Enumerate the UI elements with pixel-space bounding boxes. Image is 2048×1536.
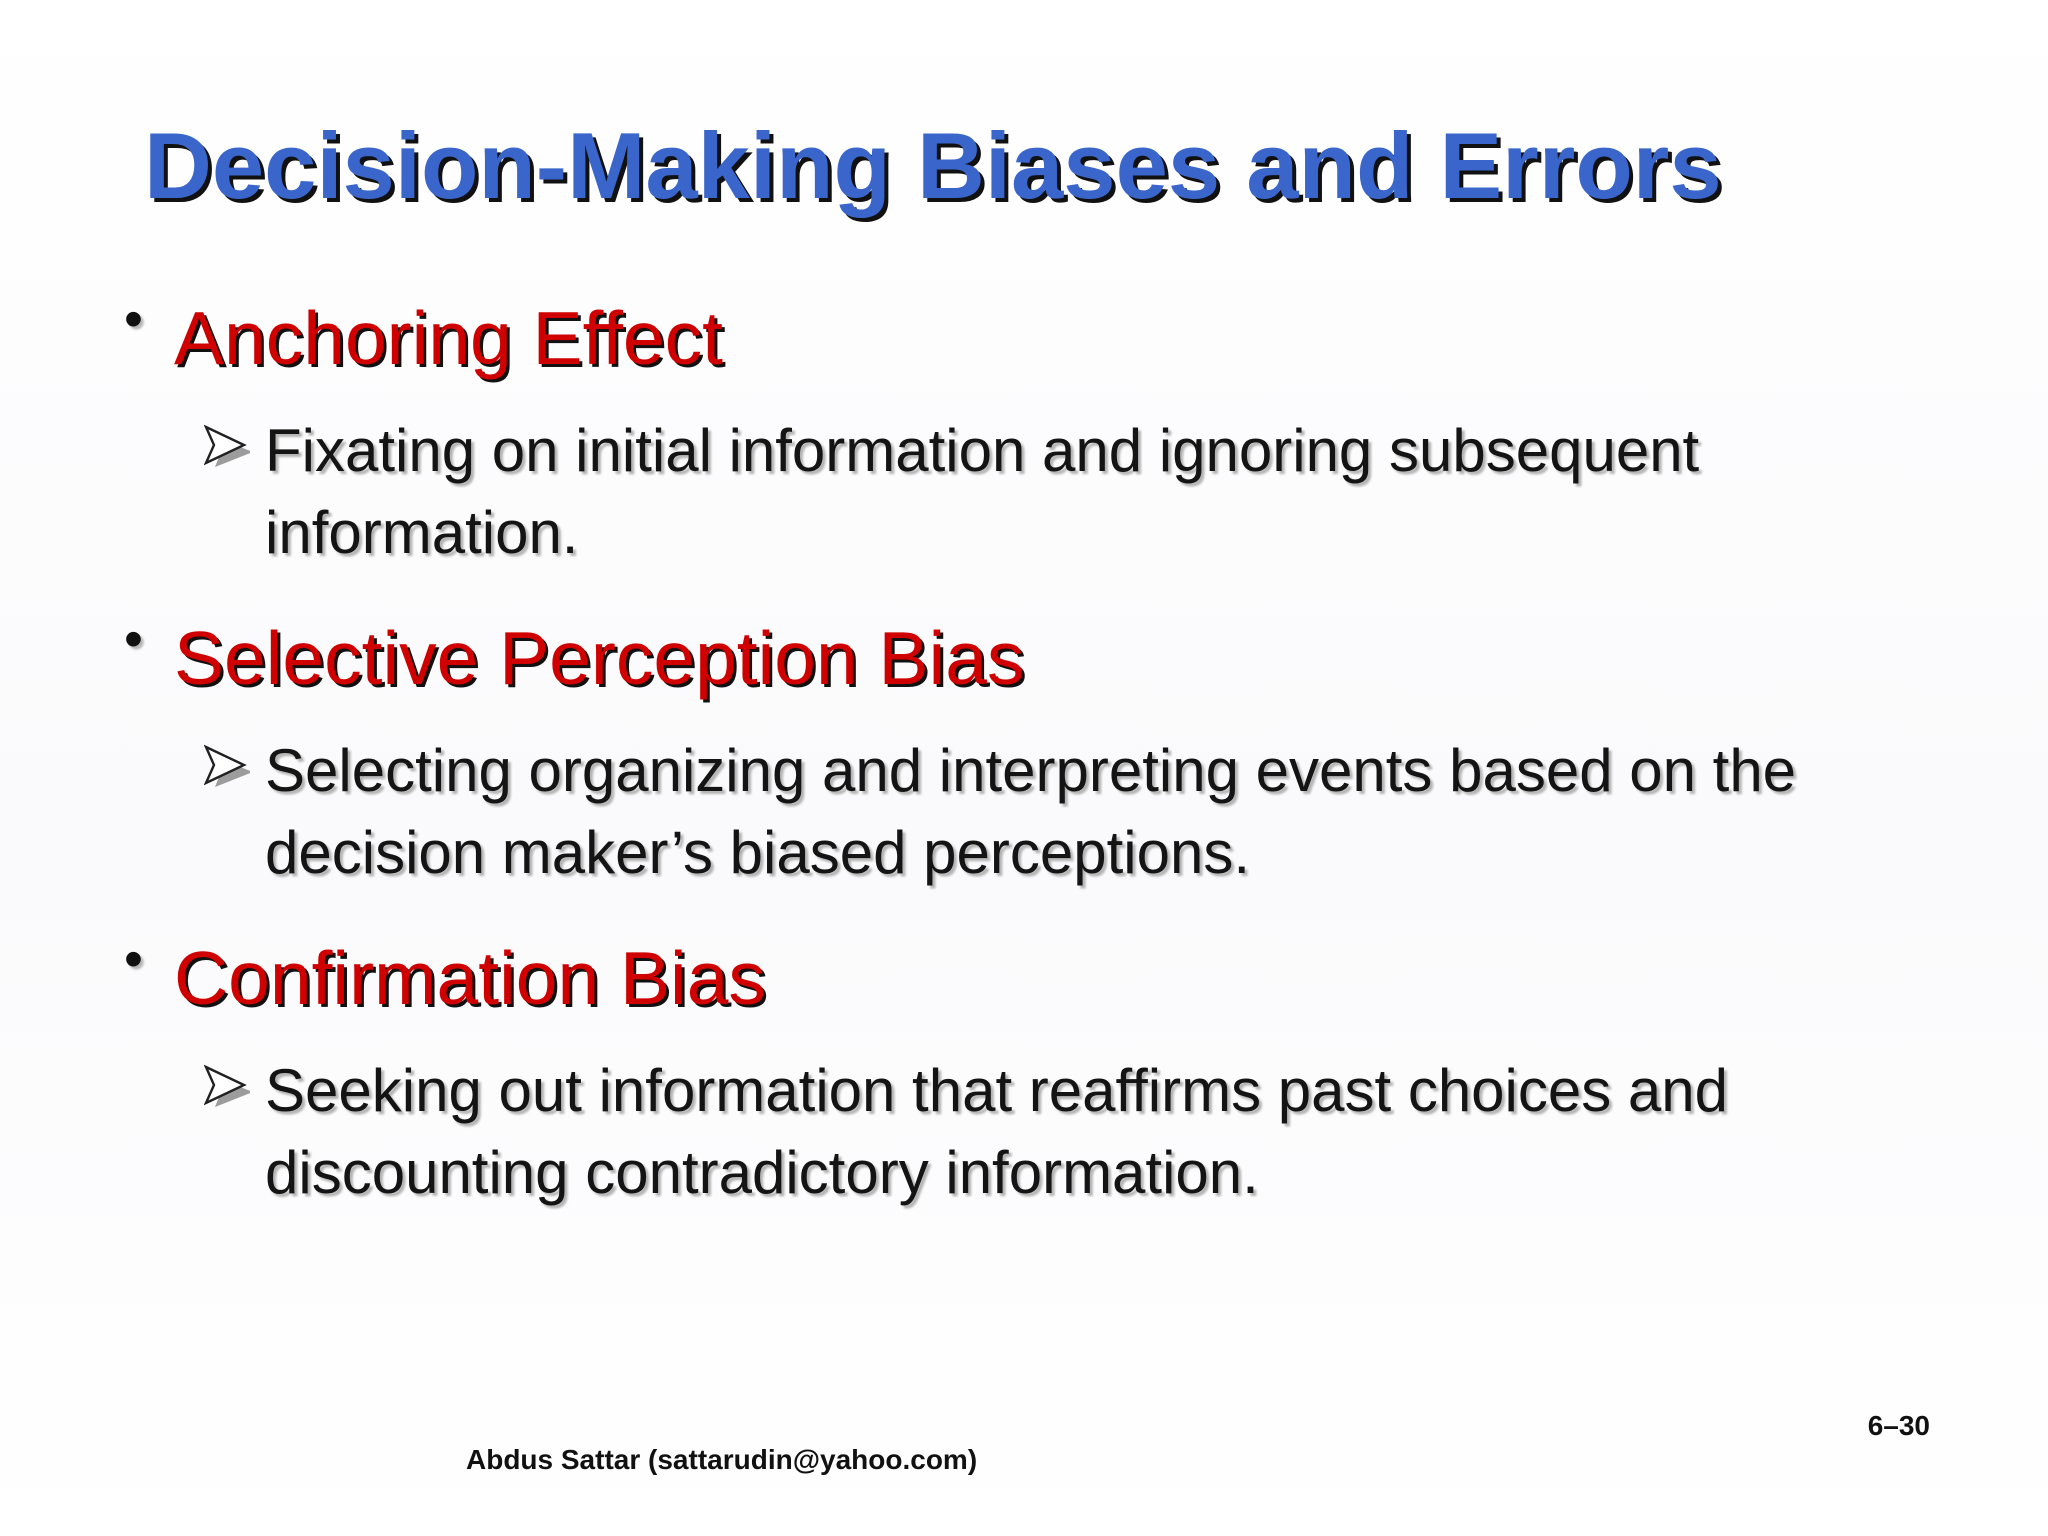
list-item-selective-perception-bias xyxy=(124,610,1944,894)
list-item-anchoring-effect xyxy=(124,290,1944,574)
heading-row xyxy=(124,610,1944,706)
description-confirmation-bias: Seeking out information that reaffirms past choices and discounting contradictory information. xyxy=(265,1057,1729,1206)
arrow-bullet-icon xyxy=(204,1050,265,1134)
sub-point xyxy=(204,1050,1944,1214)
page-number: 6–30 xyxy=(1867,1410,1930,1441)
description-selective-perception-bias: Selecting organizing and interpreting events based on the decision maker’s biased perceptions. xyxy=(265,737,1797,886)
description-anchoring-effect: Fixating on initial information and ignoring subsequent information. xyxy=(265,417,1700,566)
heading-anchoring-effect: Anchoring Effect xyxy=(174,296,723,380)
heading-selective-perception-bias: Selective Perception Bias xyxy=(174,616,1025,700)
list-item-confirmation-bias xyxy=(124,930,1944,1214)
bullet-icon: • xyxy=(124,929,143,989)
bullet-list xyxy=(124,290,1944,1250)
heading-row xyxy=(124,290,1944,386)
footer-author: Abdus Sattar (sattarudin@yahoo.com) xyxy=(466,1444,978,1475)
bullet-icon: • xyxy=(124,289,143,349)
slide-title: Decision-Making Biases and Errors xyxy=(144,113,1722,218)
sub-point xyxy=(204,730,1944,894)
arrow-bullet-icon xyxy=(204,410,265,494)
heading-confirmation-bias: Confirmation Bias xyxy=(174,936,766,1020)
bullet-icon: • xyxy=(124,609,143,669)
arrow-bullet-icon xyxy=(204,730,265,814)
heading-row xyxy=(124,930,1944,1026)
sub-point xyxy=(204,410,1944,574)
